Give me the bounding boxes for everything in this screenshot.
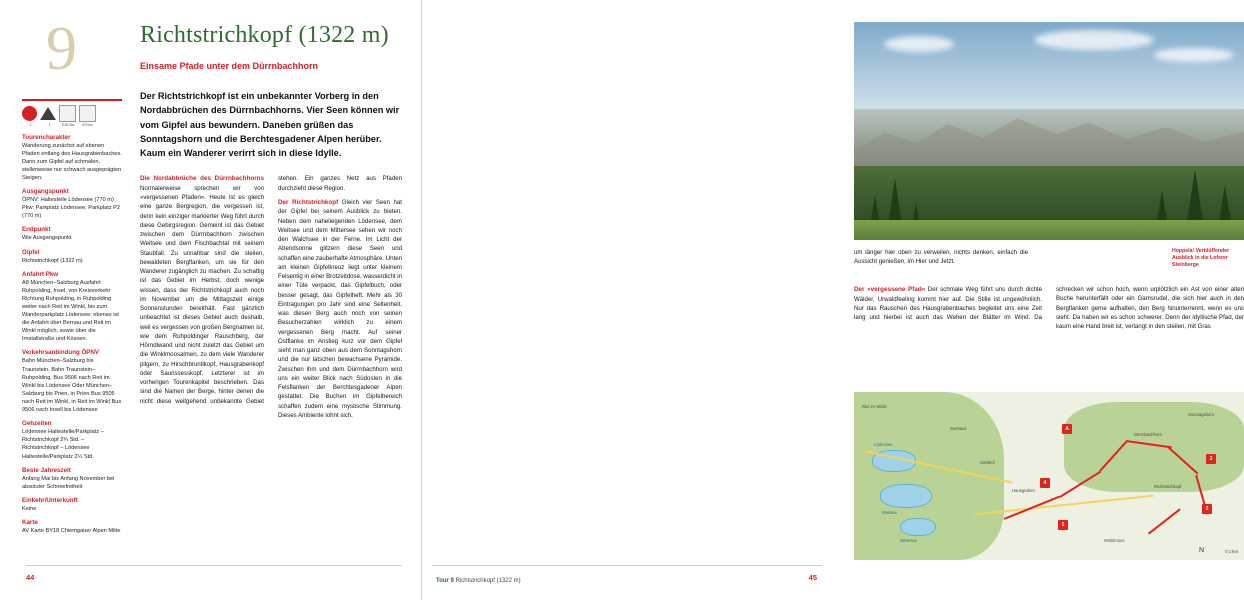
icon-value-0: 2: [29, 123, 32, 127]
left-page: [0, 0, 421, 600]
icon-value-2: 5.00 Std.: [62, 123, 75, 127]
condition-icon: [22, 106, 37, 121]
map-scale: 0 1 km: [1225, 549, 1238, 554]
photo-continuation-text: um länger hier oben zu verweilen, nichts denken, einfach die Aussicht genießen, im Hier und Jetzt.: [854, 249, 1028, 266]
body-subhead-0: Die Nordabbrüche des Dürrnbachhorns: [140, 175, 264, 183]
map-label-6: Sonntagshorn: [1188, 412, 1215, 417]
sidebar-text-0: Wanderung zunächst auf ebenen Pfaden entlang des Hausgrabenbaches. Dann zum Gipfel auf schmalen, stellenweise nur schwach ausgeprägten Steigen.: [22, 142, 122, 181]
altitude-icon: [79, 105, 96, 122]
sidebar-head-5: Verkehrsanbindung ÖPNV: [22, 349, 100, 357]
map-label-3: Hausgraben: [1012, 488, 1035, 493]
body-text-0: Normalerweise sprechen wir von »vergessenen Pfaden«. Heute ist es gleich eine ganze Bergregion, die vergessen ist, denn kein einziger markierter Weg führt durch diese Gebirgsregion. Gemeint ist das Gebiet zwischen dem Dürrnbachhorn zwischen Weitsee und dem Fischbachtal mit seinem Staubfall. Zu unnahbar sind die steilen, bewaldeten Bergflanken, um sie für den Wanderer zugänglich zu machen. Zu schattig ist das Gebiet im Herbst, doch wenige wissen, dass der Richtstrichkopf auch noch im November um die Mittagszeit einige Sonnenstunden bereithält. Fast gänzlich unbeachtet ist dieses Gebiet auch deshalb, weil es vergessen von großen Bergnamen ist, wie dem Ruhpoldinger Rauschberg, der Hörndlwand und nicht zuletzt das Gebiet um die Winklmoosalmen, zu dem viele Wanderer pilgern, zu Hirschbruntlkopf, Hausgrabenkopf oder Saurissesskopf. Letzterer ist im vorherigen Tourenkapitel beschrieben. Das sind die Namen der Berge, hinter denen die nicht diese weitgehend unbekannte Gebiet stehen. Ein ganzes Netz aus Pfaden durchzieht diese Region.: [140, 175, 402, 405]
body-text-1: Gleich vier Seen hat der Gipfel bei seinem Ausblick zu bieten. Neben dem naheliegenden Lödensee, dem Weitsee und dem Mittersee sehen wir noch den Walchsee in der Ferne. Im Licht der Abendsonne glitzern diese Seen und schaffen eine zauberhafte Atmosphäre. Unten am kleinen Gipfelkreuz liegt unter kleinem Felsentig in einer Brotzeitdose, wasserdicht in einer Tüte verpackt, das Gipfelbuch, oder besser gesagt, das Gipfelheft. Mehr als 30 Eintragungen pro Jahr sind eine Seltenheit, was diesen Berg auch noch von seinen Besucherzahlen wirklich zu einem vergessenen Berg macht. Auf seiner Ostflanke im Anstieg kurz vor dem Gipfel sieht man ganz oben aus dem Sonntagshorn und die nur latschen bewachsene Pyramide. Zwischen ihm und dem Dürrnbachhorn wird uns ein weiter Blick nach Südosten in die Felsflanken der Berchtesgadener Alpen gestattet. Die Buchen im Gipfelbereich schaffen zudem eine mystische Stimmung. Dieses Ambiente lohnt sich,: [278, 198, 402, 419]
map-label-5: Richtstrichkopf: [1154, 484, 1182, 489]
sidebar-text-3: Richtstrichkopf (1322 m): [22, 257, 83, 264]
technique-icon: [40, 107, 56, 120]
tour-icon-values: [22, 124, 122, 128]
north-arrow-icon: N: [1198, 547, 1204, 554]
folio-right: 45: [808, 573, 817, 582]
right-body-columns: [854, 285, 1244, 331]
tour-info-sidebar: [22, 105, 122, 535]
photo-caption: Hoppsla! Verblüffender Ausblick in die Loferer Steinberge: [1172, 248, 1230, 269]
map-label-1: Weitsee: [882, 510, 898, 515]
sidebar-text-9: AV Karte BY18 Chiemgauer Alpen Mitte: [22, 528, 121, 535]
body-subhead-1: Der Richtstrichkopf: [278, 198, 339, 206]
left-body-columns: [140, 174, 402, 420]
body-paragraph-1: [278, 198, 402, 420]
time-icon: [59, 105, 76, 122]
sidebar-head-0: Tourencharakter: [22, 133, 71, 141]
page-subtitle: Einsame Pfade unter dem Dürrnbachhorn: [140, 61, 319, 71]
sidebar-head-2: Endpunkt: [22, 226, 51, 234]
map-lake-mittersee: [880, 484, 932, 508]
left-footer-rule: [26, 565, 402, 566]
sidebar-text-5: Bahn München–Salzburg bis Traunstein, Bahn Traunstein–Ruhpolding, Bus 9506 nach Reit im Winkl bis Lödensee Oder München–Salzburg bis Prien, in Prien Bus 9505 nach Reit im Winkl, in Reit im Winkl Bus 9506 nach Insell bis Lödensee: [22, 358, 122, 414]
sidebar-text-6: Lödensee Haltestelle/Parkplatz – Richtstrichkopf 2¾ Std. – Richtstrichkopf – Lödensee Haltestelle/Parkplatz 2¼ Std.: [22, 429, 104, 460]
sidebar-text-4: A8 München–Salzburg Ausfahrt Ruhpolding, Insel, von Kreisverkehr Richtung Ruhpolding, in Ruhpolding weiter nach Reit im Winkl, bis zum Wanderparkplatz Lödensee; ebenso ist die Anfahrt über Bernau und Reit im Winkl möglich, sowie über die Irnstallstraße und Kössen.: [22, 279, 119, 343]
map-label-0: Lödensee: [874, 442, 893, 447]
sidebar-text-2: Wie Ausgangspunkt: [22, 235, 72, 242]
sidebar-head-9: Karte: [22, 519, 38, 527]
photo-meadow: [854, 220, 1244, 240]
sidebar-text-7: Anfang Mai bis Anfang November bei absoluter Schneefreiheit: [22, 475, 115, 490]
cloud-icon: [1154, 48, 1234, 62]
page-title: Richtstrichkopf (1322 m): [140, 22, 389, 48]
sidebar-head-8: Einkehr/Unterkunft: [22, 496, 78, 504]
cloud-icon: [884, 36, 954, 52]
footer-tour-note: [436, 578, 521, 584]
map-label-8: Winklmoos: [1104, 538, 1125, 543]
chapter-number: 9: [46, 15, 77, 83]
map-label-10: Reit im Winkl: [862, 404, 887, 409]
map-label-4: Dürrnbachhorn: [1134, 432, 1162, 437]
sidebar-text-8: Keine: [22, 505, 37, 512]
sidebar-head-4: Anfahrt Pkw: [22, 270, 59, 278]
map-lake-loedensee: [900, 518, 936, 536]
tour-map[interactable]: [854, 392, 1244, 560]
body-text-2: Der schmale Weg führt uns durch dichte Wälder, Urwaldfeeling kommt hier auf. Die Stille ist ungewöhnlich. Nur das Rauschen des Hausgrabenbaches begleitet uns eine Zeit lang und hierbei ist auch das Wehen der Blätter im Wind. Da schrecken wir schon hoch, wenn urplötzlich ein Ast von einer alten Buche herunterfällt oder ein Gamsrudel, die sich hier auch in den Bergflanken gerne aufhalten, den Berg hinunterrennt, wenn es uns sieht. Da haben wir es schon schwerer. Denn der idyllische Pfad, der kaum eine Hand breit ist, verlangt in den steilen, mit Gras: [854, 286, 1244, 330]
footer-tour-name: Richtstrichkopf (1322 m): [455, 578, 521, 584]
sidebar-head-1: Ausgangspunkt: [22, 188, 69, 196]
map-marker-1[interactable]: 1: [1058, 520, 1068, 530]
map-marker-4[interactable]: 4: [1040, 478, 1050, 488]
map-marker-2[interactable]: 2: [1202, 504, 1212, 514]
right-footer-rule: [432, 565, 822, 566]
cloud-icon: [1034, 30, 1154, 50]
body-paragraph-2: [854, 285, 1244, 331]
summit-photo: [854, 22, 1244, 240]
map-label-2: Mittersee: [900, 538, 918, 543]
sidebar-rule: [22, 99, 122, 101]
sidebar-head-3: Gipfel: [22, 248, 40, 256]
tour-icon-row: [22, 105, 122, 122]
right-page: [422, 0, 1244, 600]
icon-value-1: 1: [48, 123, 51, 127]
footer-tour-label: Tour 9: [436, 578, 454, 584]
map-marker-A[interactable]: A: [1062, 424, 1072, 434]
sidebar-text-1: ÖPNV: Haltestelle Lödensee (770 m) Pkw: Parkplatz Lödensee, Parkplatz P2 (770 m): [22, 197, 120, 220]
map-label-7: Gasthof: [980, 460, 995, 465]
lead-paragraph: Der Richtstrichkopf ist ein unbekannter Vorberg in den Nordabbrüchen des Dürrnbachhorns. Vier Seen können wir vom Gipfel aus bewundern. Daneben grüßen das Sonntagshorn und die Berchtesgadener Alpen herüber. Kaum ein Wanderer verirrt sich in diese Idylle.: [140, 91, 400, 158]
folio-left: 44: [26, 573, 35, 582]
icon-value-3: 670 hm: [82, 123, 93, 127]
map-marker-3[interactable]: 3: [1206, 454, 1216, 464]
map-label-9: Seehaus: [950, 426, 967, 431]
sidebar-head-7: Beste Jahreszeit: [22, 466, 71, 474]
left-content: [140, 22, 402, 420]
sidebar-head-6: Gehzeiten: [22, 420, 52, 428]
body-subhead-2: Der »vergessene Pfad«: [854, 286, 926, 293]
